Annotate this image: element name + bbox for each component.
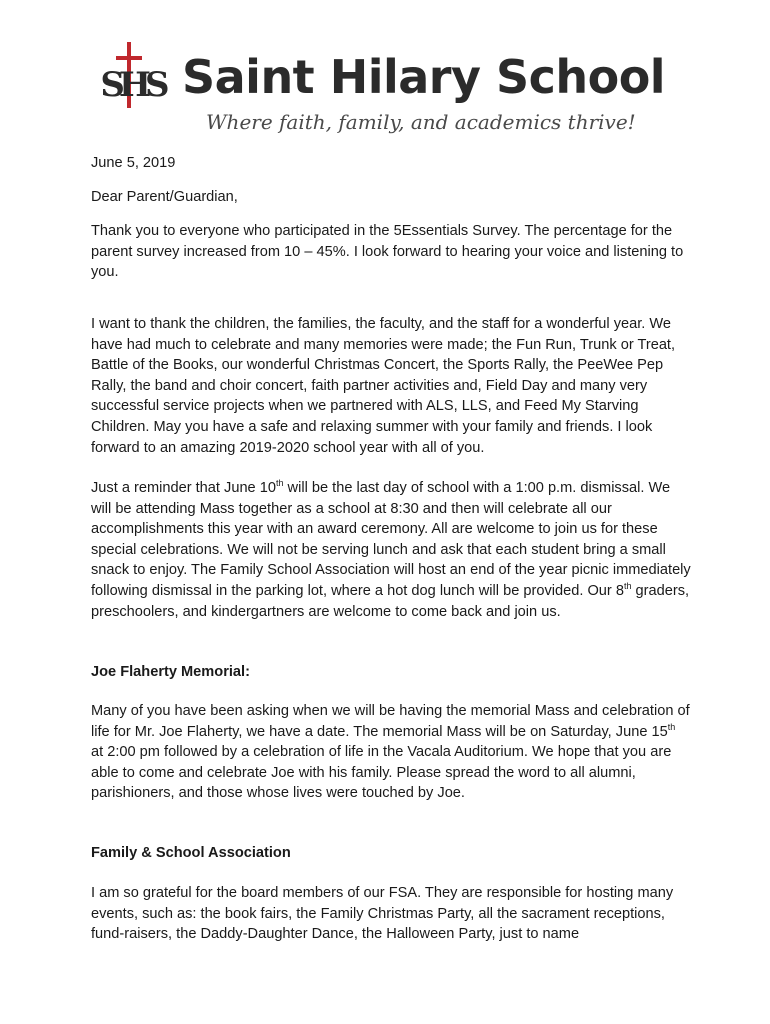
paragraph-memorial	[91, 701, 691, 804]
paragraph-thanks: I want to thank the children, the families, the faculty, and the staff for a wonderful year. We have had much to celebrate and many memories were made; the Fun Run, Trunk or Treat, Battle of the Books, our wonderful Christmas Concert, the Sports Rally, the PeeWee Pep Rally, the band and choir concert, faith partner activities and, Field Day and many very successful service projects when we partnered with ALS, LLS, and Feed My Starving Children. May you have a safe and relaxing summer with your family and friends. I look forward to an amazing 2019-2020 school year with all of you.	[91, 316, 676, 456]
school-tagline: Where faith, family, and academics thrive!	[206, 110, 636, 134]
paragraph-last-day-part-b: will be the last day of school with a 1:00 p.m. dismissal. We will be attending Mass together as a school at 8:30 and then will celebrate all our accomplishments this year with an award ceremony. All are welcome to join us for these special celebrations. We will not be serving lunch and ask that each student bring a small snack to enjoy. The Family School Association will host an end of the year picnic immediately following dismissal in the parking lot, where a hot dog lunch will be provided. Our 8	[91, 480, 691, 599]
heading-memorial: Joe Flaherty Memorial:	[91, 664, 250, 680]
paragraph-last-day	[91, 478, 691, 622]
ordinal-suffix: th	[623, 581, 632, 592]
paragraph-survey: Thank you to everyone who participated in the 5Essentials Survey. The percentage for the parent survey increased from 10 – 45%. I look forward to hearing your voice and listening to you.	[91, 223, 684, 281]
letter-salutation: Dear Parent/Guardian,	[91, 189, 238, 205]
paragraph-memorial-part-a: Many of you have been asking when we will be having the memorial Mass and celebration of life for Mr. Joe Flaherty, we have a date. The memorial Mass will be on Saturday, June 15	[91, 703, 690, 740]
school-logo-cross-icon	[96, 40, 176, 110]
heading-fsa: Family & School Association	[91, 845, 291, 861]
paragraph-memorial-part-b: at 2:00 pm followed by a celebration of life in the Vacala Auditorium. We hope that you are able to come and celebrate Joe with his family. Please spread the word to all alumni, parishioners, and those whose lives were touched by Joe.	[91, 744, 672, 802]
letterhead	[96, 40, 686, 140]
logo-letters: SHS	[100, 65, 164, 105]
letter-date: June 5, 2019	[91, 155, 176, 171]
paragraph-last-day-part-a: Just a reminder that June 10	[91, 480, 276, 496]
paragraph-fsa: I am so grateful for the board members of our FSA. They are responsible for hosting many events, such as: the book fairs, the Family Christmas Party, all the sacrament receptions, fund-raisers, the Daddy-Daughter Dance, the Halloween Party, just to name	[91, 885, 674, 943]
ordinal-suffix: th	[667, 721, 676, 732]
paragraph-last-day-part-c: graders, preschoolers, and kindergartners are welcome to come back and join us.	[91, 582, 690, 620]
school-name: Saint Hilary School	[182, 50, 666, 104]
ordinal-suffix: th	[275, 478, 284, 489]
